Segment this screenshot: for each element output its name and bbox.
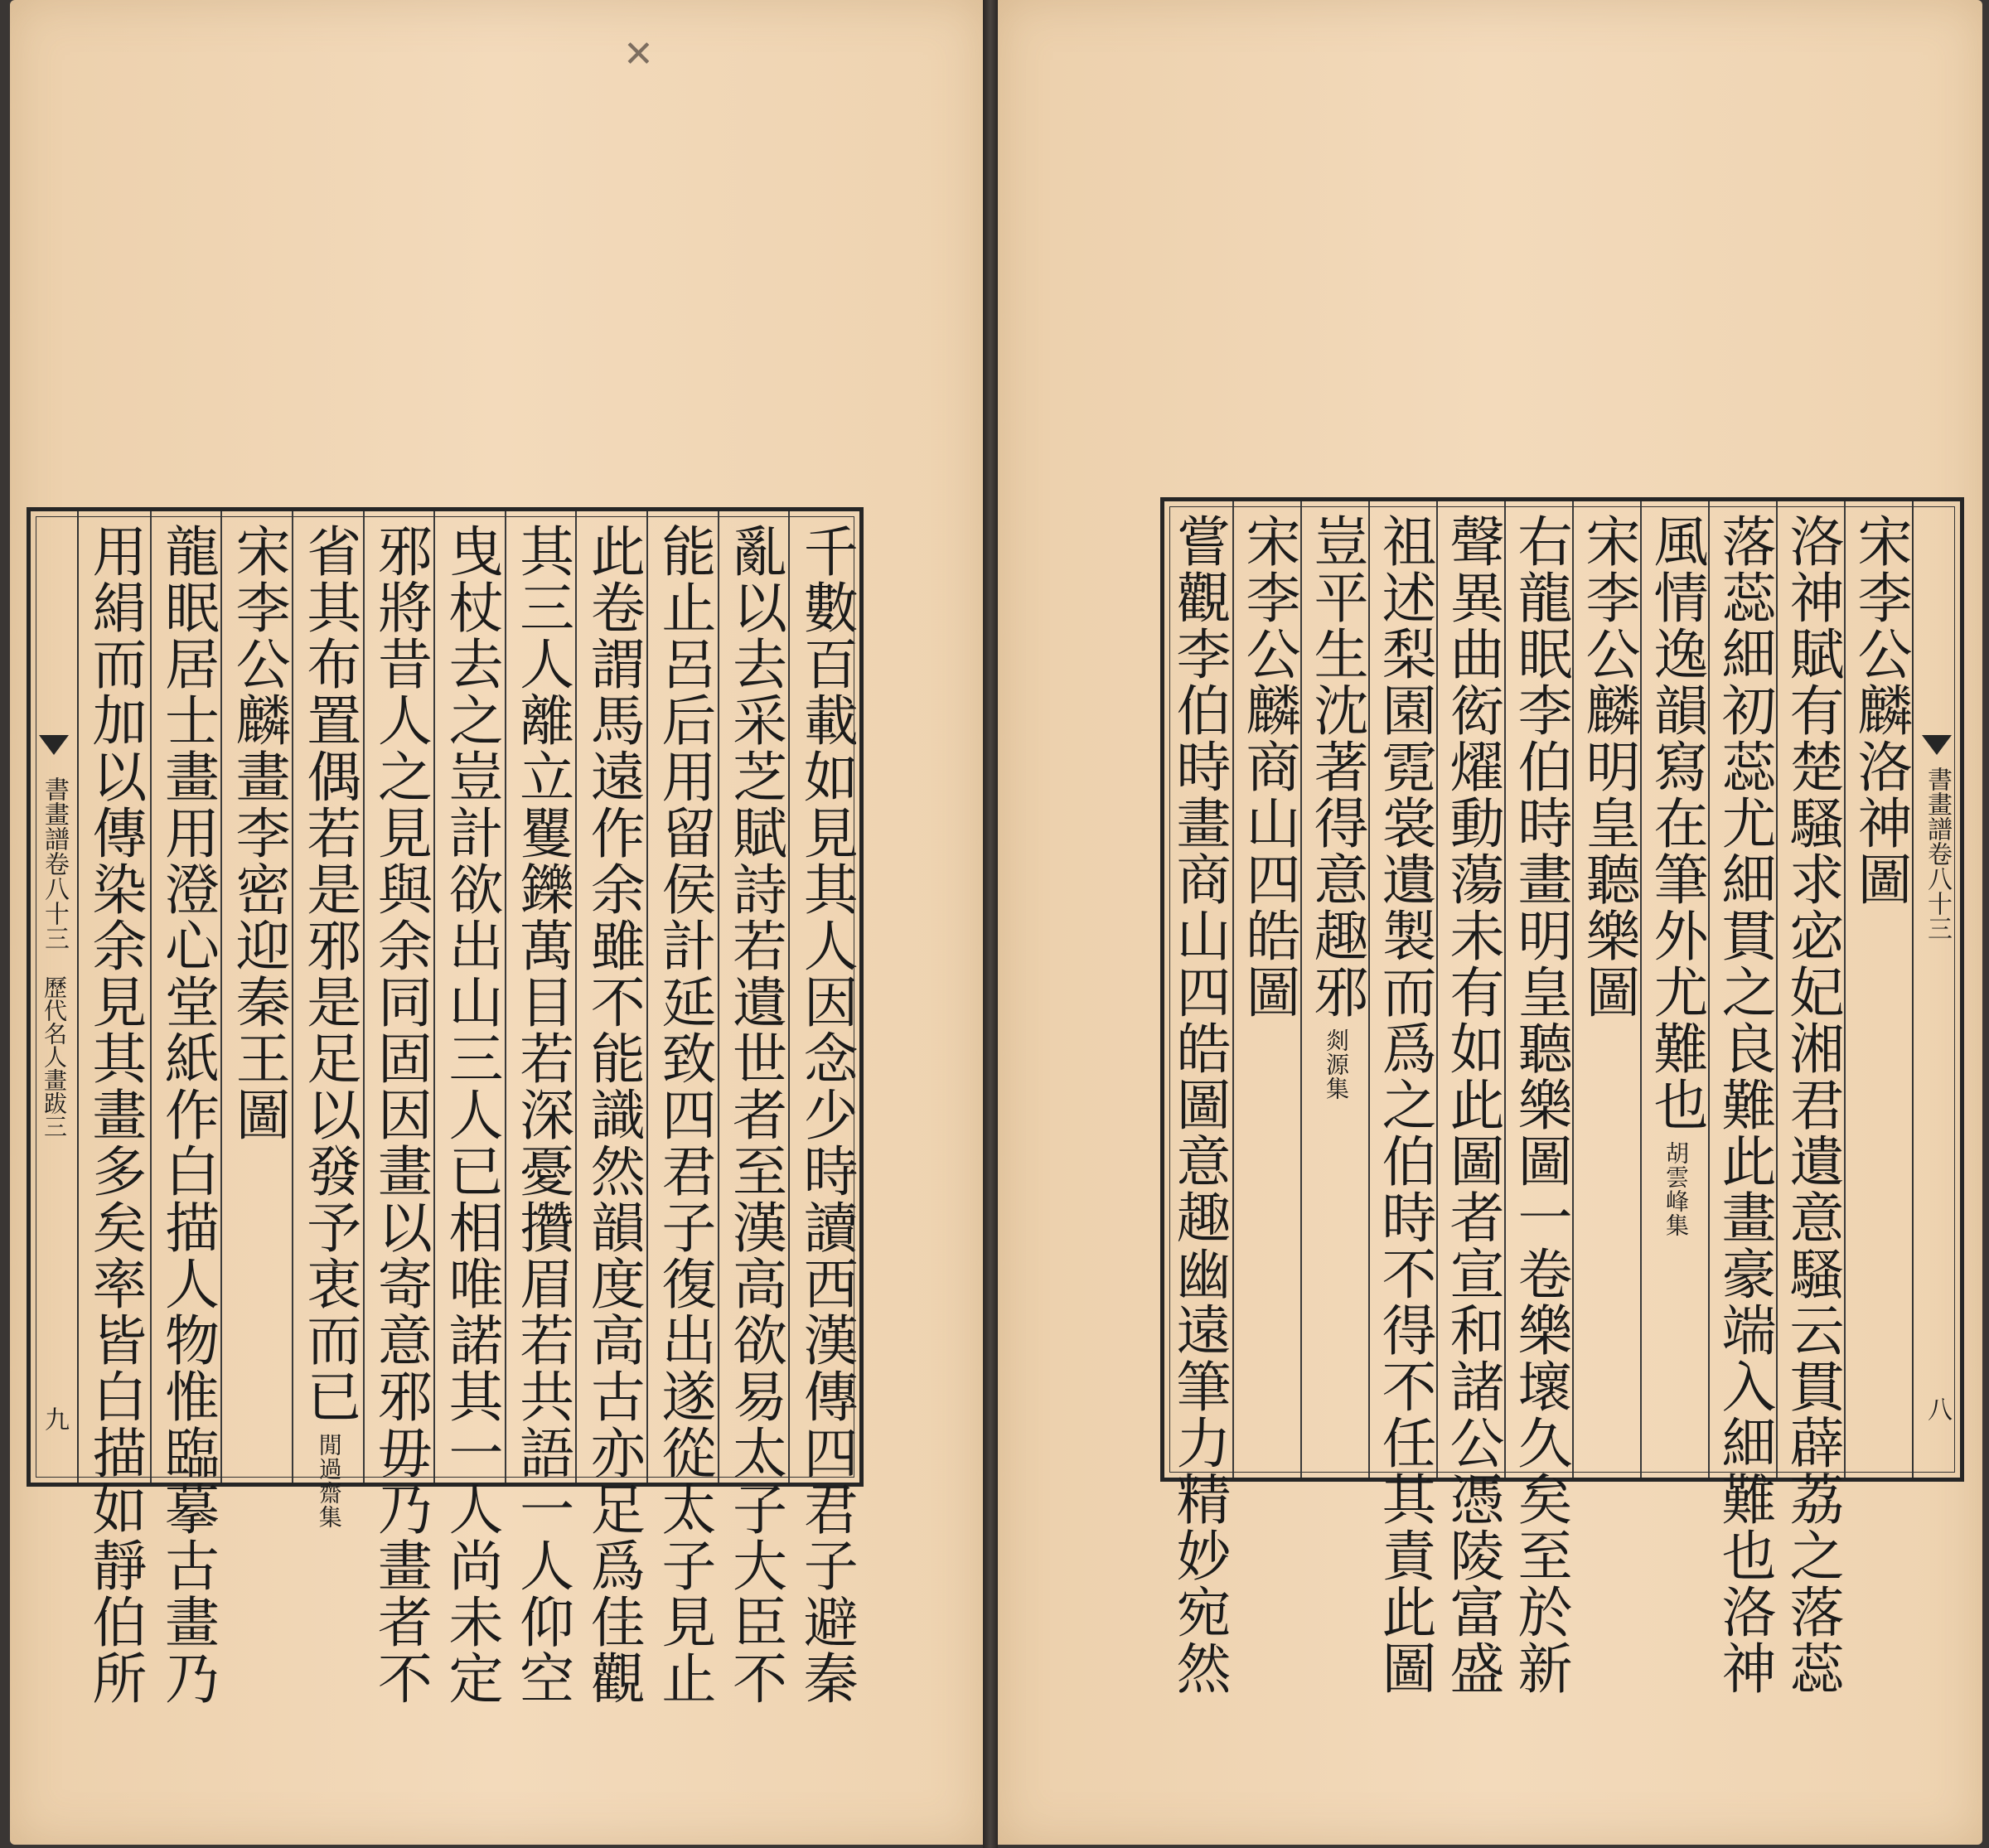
text-column (505, 511, 578, 1706)
fishtail-icon (1922, 735, 1952, 755)
right-center-column (1912, 501, 1960, 1478)
column-text: 右龍眠李伯時畫明皇聽樂圖一卷樂壞久矣至於新 (1508, 513, 1572, 1696)
text-column (1844, 501, 1914, 1478)
column-text: 祖述梨園霓裳遺製而爲之伯時不得不任其責此圖 (1372, 513, 1436, 1696)
fishtail-icon (39, 735, 69, 755)
right-page-number: 八 (1923, 1396, 1952, 1421)
column-text: 能止呂后用留侯計延致四君子復出遂從太子見止 (651, 523, 716, 1706)
column-text: 省其布置偶若是邪是足以發予衷而已 (297, 523, 361, 1425)
text-column (788, 511, 861, 1706)
column-text: 亂以去采芝賦詩若遺世者至漢高欲易太子大臣不 (723, 523, 787, 1706)
text-column (1708, 501, 1778, 1696)
column-text: 聲異曲衒燿動蕩未有如此圖者宣和諸公憑陵富盛 (1440, 513, 1504, 1696)
right-page (998, 0, 1982, 1845)
right-book-title: 書畫譜卷八十三 (1923, 767, 1952, 941)
left-page-number: 九 (40, 1406, 69, 1431)
text-column (433, 511, 506, 1706)
text-column (150, 511, 223, 1706)
left-center-column (31, 511, 79, 1483)
text-column (1368, 501, 1438, 1696)
column-text: 龍眠居士畫用澄心堂紙作白描人物惟臨摹古畫乃 (155, 523, 220, 1706)
column-text: 宋李公麟商山四皓圖 (1236, 513, 1300, 1020)
left-page (10, 0, 983, 1845)
source-note: 剡源集 (1323, 1028, 1350, 1101)
text-column (1776, 501, 1846, 1696)
left-book-title: 書畫譜卷八十三 (40, 776, 69, 951)
column-text: 豈平生沈著得意趣邪 (1304, 513, 1368, 1020)
text-column (646, 511, 719, 1706)
right-text-columns (1164, 501, 1912, 1696)
column-text: 洛神賦有楚騷求宓妃湘君遺意騷云貫薜荔之落蕊 (1780, 513, 1844, 1696)
column-text: 千數百載如見其人因念少時讀西漢傳四君子避秦 (794, 523, 859, 1706)
left-section-title: 歷代名人畫跋三 (41, 975, 68, 1138)
text-column (1640, 501, 1710, 1478)
source-note: 閒過齋集 (315, 1433, 343, 1529)
pencil-mark: ✕ (623, 33, 654, 75)
column-text: 宋李公麟明皇聽樂圖 (1576, 513, 1640, 1020)
text-column (1164, 501, 1232, 1696)
book-gutter (983, 0, 998, 1848)
column-text: 此卷謂馬遠作余雖不能識然韻度高古亦足爲佳觀 (581, 523, 646, 1706)
text-column (1232, 501, 1302, 1478)
source-note: 胡雲峰集 (1662, 1141, 1690, 1237)
column-text: 宋李公麟洛神圖 (1848, 513, 1912, 907)
text-column (1300, 501, 1370, 1478)
column-text: 其三人離立矍鑠萬目若深憂攢眉若共語一人仰空 (510, 523, 574, 1706)
text-column (220, 511, 293, 1483)
column-text: 用絹而加以傳染余見其畫多矣率皆白描如靜伯所 (82, 523, 147, 1706)
text-column (1436, 501, 1506, 1696)
text-column (292, 511, 365, 1529)
text-column (1504, 501, 1574, 1696)
text-column (79, 511, 150, 1706)
left-text-frame (27, 507, 864, 1706)
column-text: 落蕊細初蕊尤細貫之良難此畫豪端入細難也洛神 (1712, 513, 1776, 1696)
column-text: 嘗觀李伯時畫商山四皓圖意趣幽遠筆力精妙宛然 (1167, 513, 1231, 1696)
column-text: 宋李公麟畫李密迎秦王圖 (226, 523, 291, 1143)
column-text: 邪將昔人之見與余同固因畫以寄意邪毋乃畫者不 (368, 523, 433, 1706)
text-column (718, 511, 791, 1706)
right-text-frame (1160, 497, 1964, 1696)
left-text-columns (79, 511, 859, 1706)
text-column (1572, 501, 1642, 1478)
text-column (363, 511, 436, 1706)
text-column (575, 511, 648, 1706)
column-text: 風情逸韻寫在筆外尤難也 (1644, 513, 1708, 1133)
column-text: 曳杖去之豈計欲出山三人已相唯諾其一人尚未定 (439, 523, 503, 1706)
